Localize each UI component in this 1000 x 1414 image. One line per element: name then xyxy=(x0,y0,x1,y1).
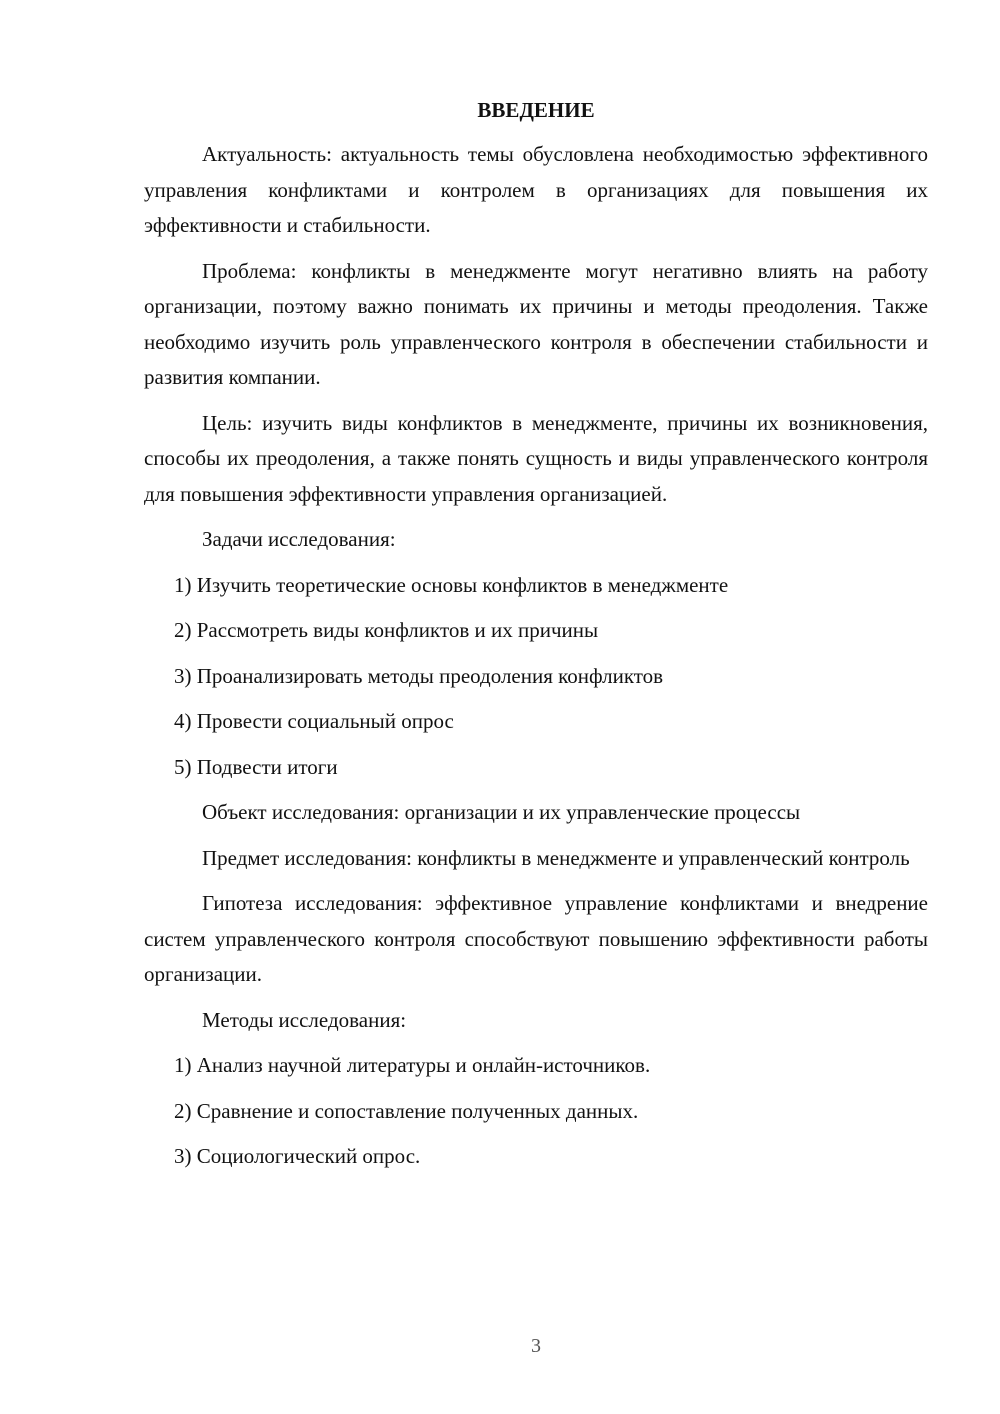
object-paragraph: Объект исследования: организации и их управленческие процессы xyxy=(202,800,801,824)
relevance-paragraph: Актуальность: актуальность темы обусловлена необходимостью эффективного управления конфликтами и контролем в организациях для повышения их эффективности и стабильности. xyxy=(144,142,928,237)
hypothesis-paragraph: Гипотеза исследования: эффективное управление конфликтами и внедрение систем управленческого контроля способствуют повышению эффективности работы организации. xyxy=(144,891,928,986)
task-item-1: 1) Изучить теоретические основы конфликтов в менеджменте xyxy=(174,572,729,597)
subject-paragraph: Предмет исследования: конфликты в менеджменте и управленческий контроль xyxy=(202,845,910,870)
goal-paragraph: Цель: изучить виды конфликтов в менеджменте, причины их возникновения, способы их преодоления, а также понять сущность и виды управленческого контроля для повышения эффективности управления организацией. xyxy=(144,410,928,506)
task-item-2: 2) Рассмотреть виды конфликтов и их причины xyxy=(174,618,599,642)
document-body xyxy=(144,95,928,1185)
page-number: 3 xyxy=(531,1335,541,1357)
method-item-3: 3) Социологический опрос. xyxy=(174,1144,421,1168)
methods-heading: Методы исследования: xyxy=(202,1007,407,1032)
task-item-4: 4) Провести социальный опрос xyxy=(174,709,454,733)
method-item-2: 2) Сравнение и сопоставление полученных данных. xyxy=(174,1098,639,1123)
method-item-1: 1) Анализ научной литературы и онлайн-источников. xyxy=(174,1053,651,1077)
tasks-heading: Задачи исследования: xyxy=(202,527,396,551)
task-item-3: 3) Проанализировать методы преодоления конфликтов xyxy=(174,663,664,688)
section-title: ВВЕДЕНИЕ xyxy=(477,98,595,122)
task-item-5: 5) Подвести итоги xyxy=(174,754,338,779)
problem-paragraph: Проблема: конфликты в менеджменте могут негативно влиять на работу организации, поэтому важно понимать их причины и методы преодоления. Также необходимо изучить роль управленческого контроля в обеспечении стабильности и развития компании. xyxy=(144,258,928,389)
